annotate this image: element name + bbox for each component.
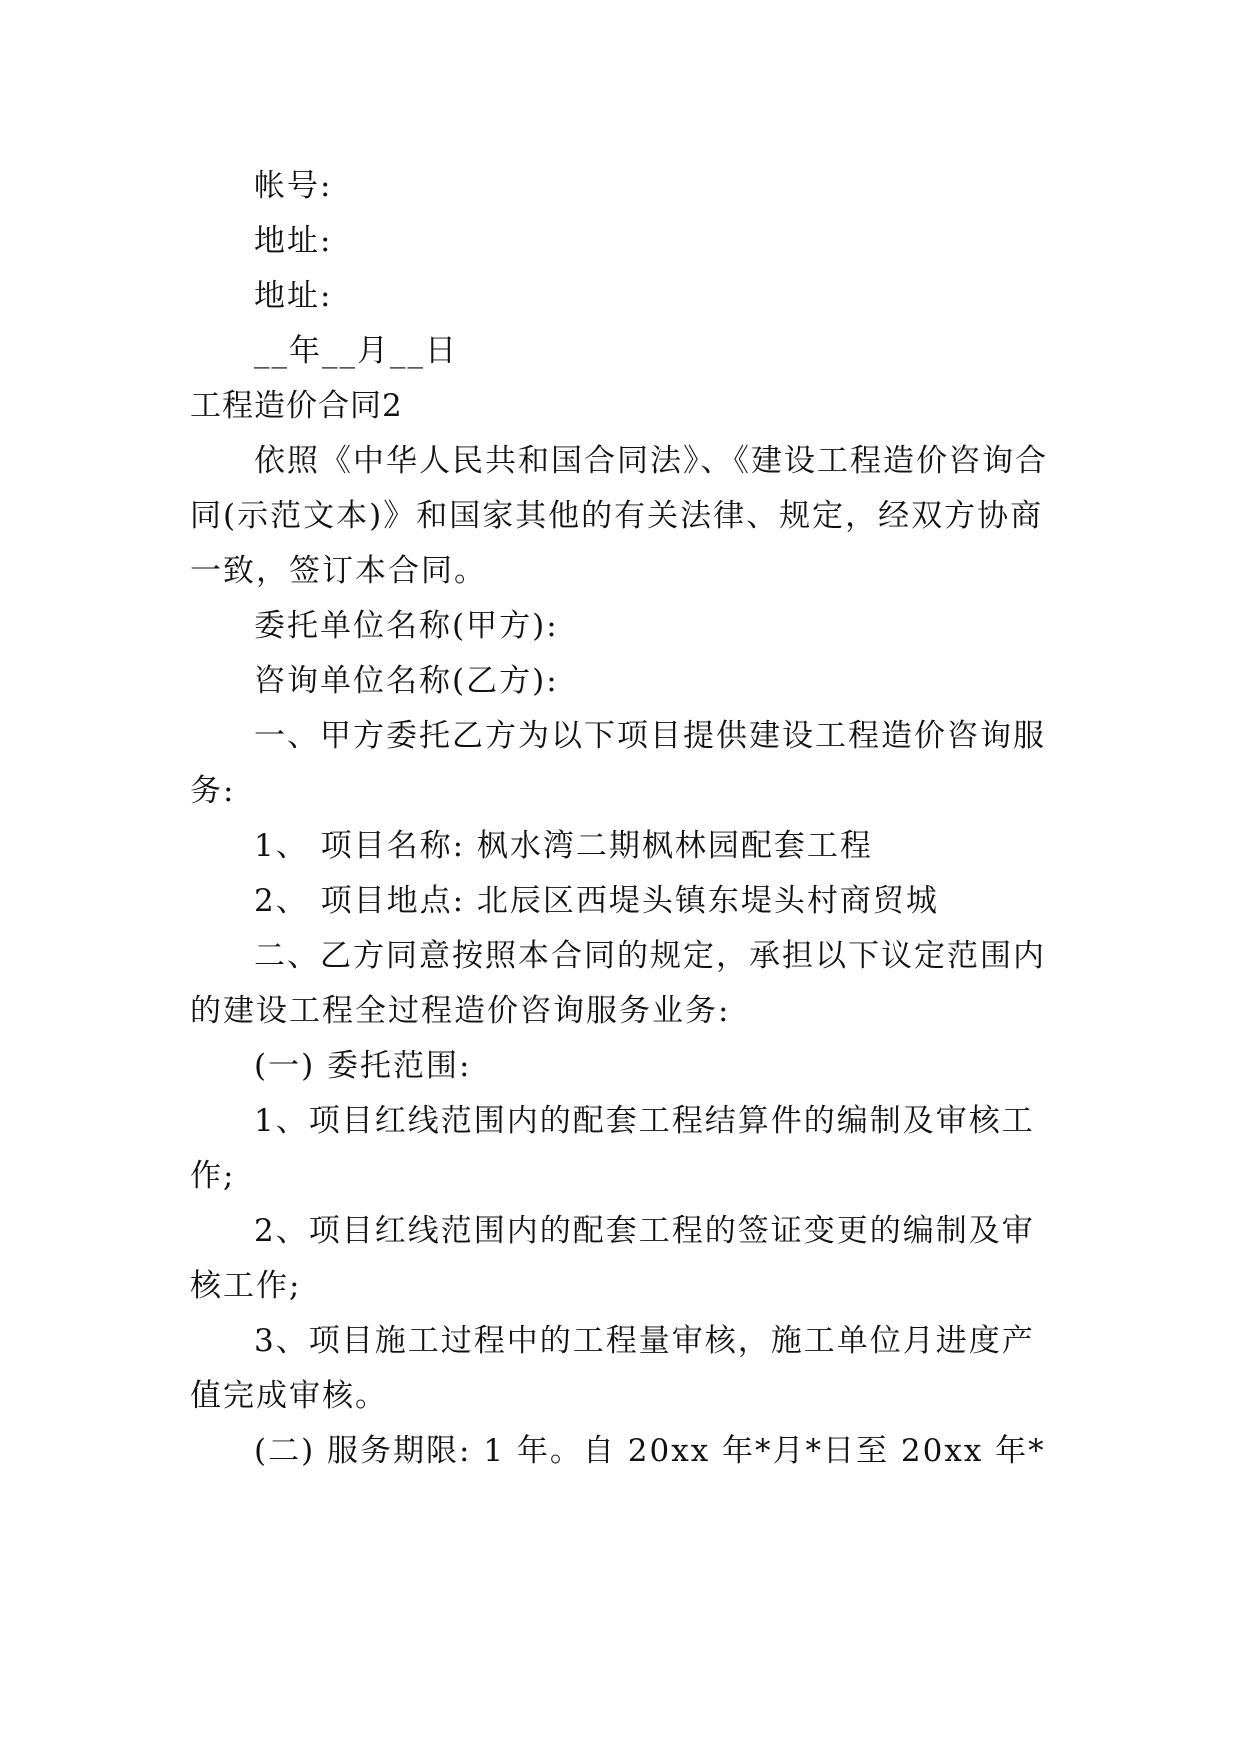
paragraph-line: 同(示范文本)》和国家其他的有关法律、规定，经双方协商 (190, 498, 1044, 534)
clause-line: 二、乙方同意按照本合同的规定，承担以下议定范围内 (254, 938, 1046, 974)
paragraph-line: 依照《中华人民共和国合同法》、《建设工程造价咨询合 (254, 443, 1048, 479)
section-title: 工程造价合同2 (190, 388, 403, 424)
list-item: 值完成审核。 (190, 1378, 388, 1414)
account-label: 帐号: (254, 168, 333, 204)
party-b-label: 咨询单位名称(乙方): (254, 663, 559, 699)
party-a-label: 委托单位名称(甲方): (254, 608, 559, 644)
subsection-heading: (一) 委托范围: (254, 1048, 472, 1084)
project-location-line: 2、 项目地点: 北辰区西堤头镇东堤头村商贸城 (254, 883, 939, 919)
list-item: 2、项目红线范围内的配套工程的签证变更的编制及审 (254, 1213, 1035, 1249)
clause-line: 的建设工程全过程造价咨询服务业务: (190, 993, 731, 1029)
clause-line: 一、甲方委托乙方为以下项目提供建设工程造价咨询服 (254, 718, 1046, 754)
address-label: 地址: (254, 223, 333, 259)
date-line: __年__月__日 (254, 333, 458, 369)
clause-line: 务: (190, 773, 236, 809)
list-item: 1、项目红线范围内的配套工程结算件的编制及审核工 (254, 1103, 1035, 1139)
address-label: 地址: (254, 278, 333, 314)
list-item: 作; (190, 1158, 236, 1194)
service-period-line: (二) 服务期限: 1 年。自 20xx 年*月*日至 20xx 年* (254, 1433, 1046, 1469)
paragraph-line: 一致，签订本合同。 (190, 553, 487, 589)
list-item: 3、项目施工过程中的工程量审核，施工单位月进度产 (254, 1323, 1035, 1359)
project-name-line: 1、 项目名称: 枫水湾二期枫林园配套工程 (254, 828, 873, 864)
list-item: 核工作; (190, 1268, 302, 1304)
